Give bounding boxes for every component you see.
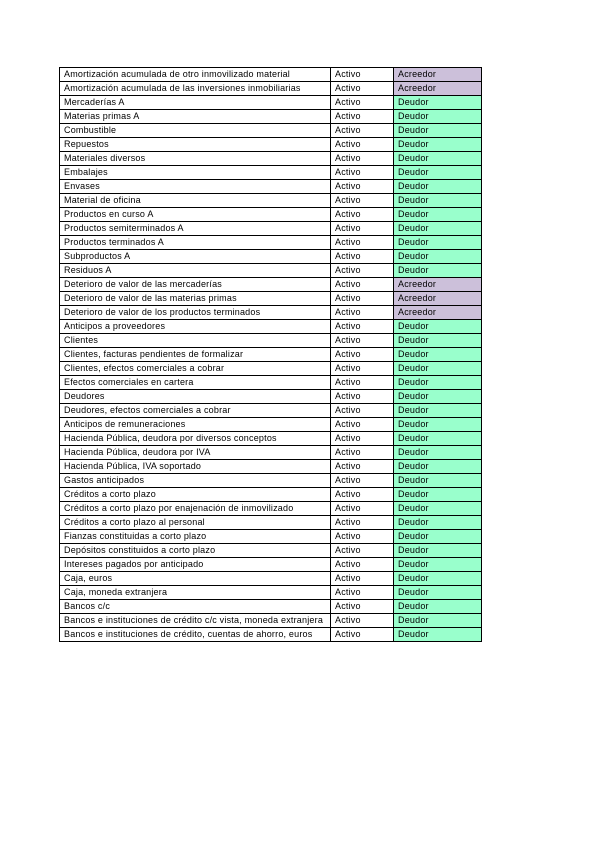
- balance-nature-cell: Deudor: [394, 334, 482, 348]
- balance-nature-cell: Deudor: [394, 558, 482, 572]
- account-type-cell: Activo: [331, 292, 394, 306]
- account-type-cell: Activo: [331, 194, 394, 208]
- account-name-cell: Bancos e instituciones de crédito, cuentas de ahorro, euros: [60, 628, 331, 642]
- account-name-cell: Hacienda Pública, IVA soportado: [60, 460, 331, 474]
- account-type-cell: Activo: [331, 96, 394, 110]
- account-type-cell: Activo: [331, 208, 394, 222]
- table-row: [60, 68, 482, 82]
- table-row: [60, 404, 482, 418]
- table-row: [60, 278, 482, 292]
- account-type-cell: Activo: [331, 82, 394, 96]
- table-row: [60, 306, 482, 320]
- account-name-cell: Amortización acumulada de las inversiones inmobiliarias: [60, 82, 331, 96]
- table-row: [60, 432, 482, 446]
- account-name-cell: Bancos e instituciones de crédito c/c vista, moneda extranjera: [60, 614, 331, 628]
- balance-nature-cell: Deudor: [394, 110, 482, 124]
- table-row: [60, 502, 482, 516]
- account-name-cell: Anticipos a proveedores: [60, 320, 331, 334]
- account-name-cell: Materiales diversos: [60, 152, 331, 166]
- table-row: [60, 530, 482, 544]
- account-name-cell: Deterioro de valor de las materias primas: [60, 292, 331, 306]
- account-type-cell: Activo: [331, 502, 394, 516]
- account-type-cell: Activo: [331, 166, 394, 180]
- balance-nature-cell: Deudor: [394, 166, 482, 180]
- account-type-cell: Activo: [331, 138, 394, 152]
- account-type-cell: Activo: [331, 516, 394, 530]
- table-row: [60, 376, 482, 390]
- balance-nature-cell: Deudor: [394, 264, 482, 278]
- table-row: [60, 236, 482, 250]
- account-name-cell: Bancos c/c: [60, 600, 331, 614]
- account-name-cell: Deterioro de valor de los productos terminados: [60, 306, 331, 320]
- balance-nature-cell: Deudor: [394, 544, 482, 558]
- account-name-cell: Caja, moneda extranjera: [60, 586, 331, 600]
- account-name-cell: Clientes, efectos comerciales a cobrar: [60, 362, 331, 376]
- account-name-cell: Anticipos de remuneraciones: [60, 418, 331, 432]
- account-type-cell: Activo: [331, 544, 394, 558]
- account-name-cell: Amortización acumulada de otro inmovilizado material: [60, 68, 331, 82]
- account-name-cell: Créditos a corto plazo: [60, 488, 331, 502]
- account-type-cell: Activo: [331, 404, 394, 418]
- account-name-cell: Deudores, efectos comerciales a cobrar: [60, 404, 331, 418]
- account-name-cell: Efectos comerciales en cartera: [60, 376, 331, 390]
- balance-nature-cell: Deudor: [394, 404, 482, 418]
- table-row: [60, 110, 482, 124]
- account-type-cell: Activo: [331, 110, 394, 124]
- account-name-cell: Embalajes: [60, 166, 331, 180]
- accounts-table: [59, 67, 482, 642]
- table-row: [60, 362, 482, 376]
- balance-nature-cell: Deudor: [394, 474, 482, 488]
- balance-nature-cell: Acreedor: [394, 278, 482, 292]
- balance-nature-cell: Deudor: [394, 96, 482, 110]
- account-type-cell: Activo: [331, 320, 394, 334]
- account-type-cell: Activo: [331, 222, 394, 236]
- account-name-cell: Fianzas constituidas a corto plazo: [60, 530, 331, 544]
- account-type-cell: Activo: [331, 180, 394, 194]
- balance-nature-cell: Deudor: [394, 572, 482, 586]
- account-type-cell: Activo: [331, 306, 394, 320]
- balance-nature-cell: Deudor: [394, 222, 482, 236]
- balance-nature-cell: Deudor: [394, 446, 482, 460]
- balance-nature-cell: Deudor: [394, 628, 482, 642]
- balance-nature-cell: Deudor: [394, 208, 482, 222]
- table-row: [60, 152, 482, 166]
- account-type-cell: Activo: [331, 628, 394, 642]
- account-name-cell: Combustible: [60, 124, 331, 138]
- balance-nature-cell: Deudor: [394, 124, 482, 138]
- balance-nature-cell: Deudor: [394, 488, 482, 502]
- account-type-cell: Activo: [331, 362, 394, 376]
- account-type-cell: Activo: [331, 446, 394, 460]
- table-row: [60, 614, 482, 628]
- table-row: [60, 348, 482, 362]
- account-name-cell: Créditos a corto plazo por enajenación de inmovilizado: [60, 502, 331, 516]
- account-type-cell: Activo: [331, 376, 394, 390]
- account-type-cell: Activo: [331, 432, 394, 446]
- account-type-cell: Activo: [331, 236, 394, 250]
- table-row: [60, 586, 482, 600]
- balance-nature-cell: Deudor: [394, 516, 482, 530]
- account-type-cell: Activo: [331, 348, 394, 362]
- table-row: [60, 418, 482, 432]
- balance-nature-cell: Deudor: [394, 138, 482, 152]
- balance-nature-cell: Acreedor: [394, 68, 482, 82]
- table-row: [60, 292, 482, 306]
- table-row: [60, 544, 482, 558]
- table-row: [60, 446, 482, 460]
- table-row: [60, 334, 482, 348]
- balance-nature-cell: Deudor: [394, 348, 482, 362]
- balance-nature-cell: Deudor: [394, 250, 482, 264]
- balance-nature-cell: Deudor: [394, 152, 482, 166]
- balance-nature-cell: Acreedor: [394, 292, 482, 306]
- account-name-cell: Repuestos: [60, 138, 331, 152]
- account-name-cell: Caja, euros: [60, 572, 331, 586]
- account-type-cell: Activo: [331, 334, 394, 348]
- account-type-cell: Activo: [331, 68, 394, 82]
- account-type-cell: Activo: [331, 418, 394, 432]
- table-row: [60, 474, 482, 488]
- table-row: [60, 320, 482, 334]
- account-type-cell: Activo: [331, 264, 394, 278]
- account-type-cell: Activo: [331, 530, 394, 544]
- balance-nature-cell: Deudor: [394, 530, 482, 544]
- account-name-cell: Material de oficina: [60, 194, 331, 208]
- balance-nature-cell: Deudor: [394, 362, 482, 376]
- account-type-cell: Activo: [331, 614, 394, 628]
- table-row: [60, 460, 482, 474]
- balance-nature-cell: Acreedor: [394, 82, 482, 96]
- balance-nature-cell: Deudor: [394, 600, 482, 614]
- table-row: [60, 558, 482, 572]
- table-row: [60, 250, 482, 264]
- balance-nature-cell: Deudor: [394, 460, 482, 474]
- account-name-cell: Residuos A: [60, 264, 331, 278]
- account-name-cell: Hacienda Pública, deudora por IVA: [60, 446, 331, 460]
- balance-nature-cell: Deudor: [394, 418, 482, 432]
- account-type-cell: Activo: [331, 488, 394, 502]
- table-row: [60, 124, 482, 138]
- accounts-table-body: [60, 68, 482, 642]
- account-name-cell: Deterioro de valor de las mercaderías: [60, 278, 331, 292]
- balance-nature-cell: Deudor: [394, 502, 482, 516]
- account-name-cell: Clientes: [60, 334, 331, 348]
- balance-nature-cell: Deudor: [394, 236, 482, 250]
- table-row: [60, 516, 482, 530]
- account-type-cell: Activo: [331, 278, 394, 292]
- account-type-cell: Activo: [331, 474, 394, 488]
- balance-nature-cell: Deudor: [394, 586, 482, 600]
- account-name-cell: Deudores: [60, 390, 331, 404]
- account-name-cell: Depósitos constituidos a corto plazo: [60, 544, 331, 558]
- table-row: [60, 572, 482, 586]
- table-row: [60, 628, 482, 642]
- table-row: [60, 390, 482, 404]
- balance-nature-cell: Deudor: [394, 614, 482, 628]
- table-row: [60, 96, 482, 110]
- account-type-cell: Activo: [331, 152, 394, 166]
- account-name-cell: Gastos anticipados: [60, 474, 331, 488]
- account-name-cell: Hacienda Pública, deudora por diversos conceptos: [60, 432, 331, 446]
- account-name-cell: Productos semiterminados A: [60, 222, 331, 236]
- account-type-cell: Activo: [331, 250, 394, 264]
- table-row: [60, 194, 482, 208]
- table-row: [60, 488, 482, 502]
- balance-nature-cell: Deudor: [394, 390, 482, 404]
- account-name-cell: Clientes, facturas pendientes de formalizar: [60, 348, 331, 362]
- account-name-cell: Subproductos A: [60, 250, 331, 264]
- account-name-cell: Intereses pagados por anticipado: [60, 558, 331, 572]
- account-name-cell: Envases: [60, 180, 331, 194]
- balance-nature-cell: Deudor: [394, 376, 482, 390]
- table-row: [60, 600, 482, 614]
- table-row: [60, 222, 482, 236]
- balance-nature-cell: Deudor: [394, 180, 482, 194]
- account-name-cell: Productos en curso A: [60, 208, 331, 222]
- account-type-cell: Activo: [331, 460, 394, 474]
- account-type-cell: Activo: [331, 572, 394, 586]
- table-row: [60, 208, 482, 222]
- balance-nature-cell: Deudor: [394, 320, 482, 334]
- table-row: [60, 166, 482, 180]
- account-type-cell: Activo: [331, 124, 394, 138]
- account-name-cell: Productos terminados A: [60, 236, 331, 250]
- table-row: [60, 264, 482, 278]
- account-type-cell: Activo: [331, 586, 394, 600]
- account-type-cell: Activo: [331, 600, 394, 614]
- table-row: [60, 138, 482, 152]
- balance-nature-cell: Acreedor: [394, 306, 482, 320]
- table-row: [60, 180, 482, 194]
- account-type-cell: Activo: [331, 558, 394, 572]
- account-type-cell: Activo: [331, 390, 394, 404]
- balance-nature-cell: Deudor: [394, 194, 482, 208]
- balance-nature-cell: Deudor: [394, 432, 482, 446]
- account-name-cell: Mercaderías A: [60, 96, 331, 110]
- account-name-cell: Materias primas A: [60, 110, 331, 124]
- table-row: [60, 82, 482, 96]
- account-name-cell: Créditos a corto plazo al personal: [60, 516, 331, 530]
